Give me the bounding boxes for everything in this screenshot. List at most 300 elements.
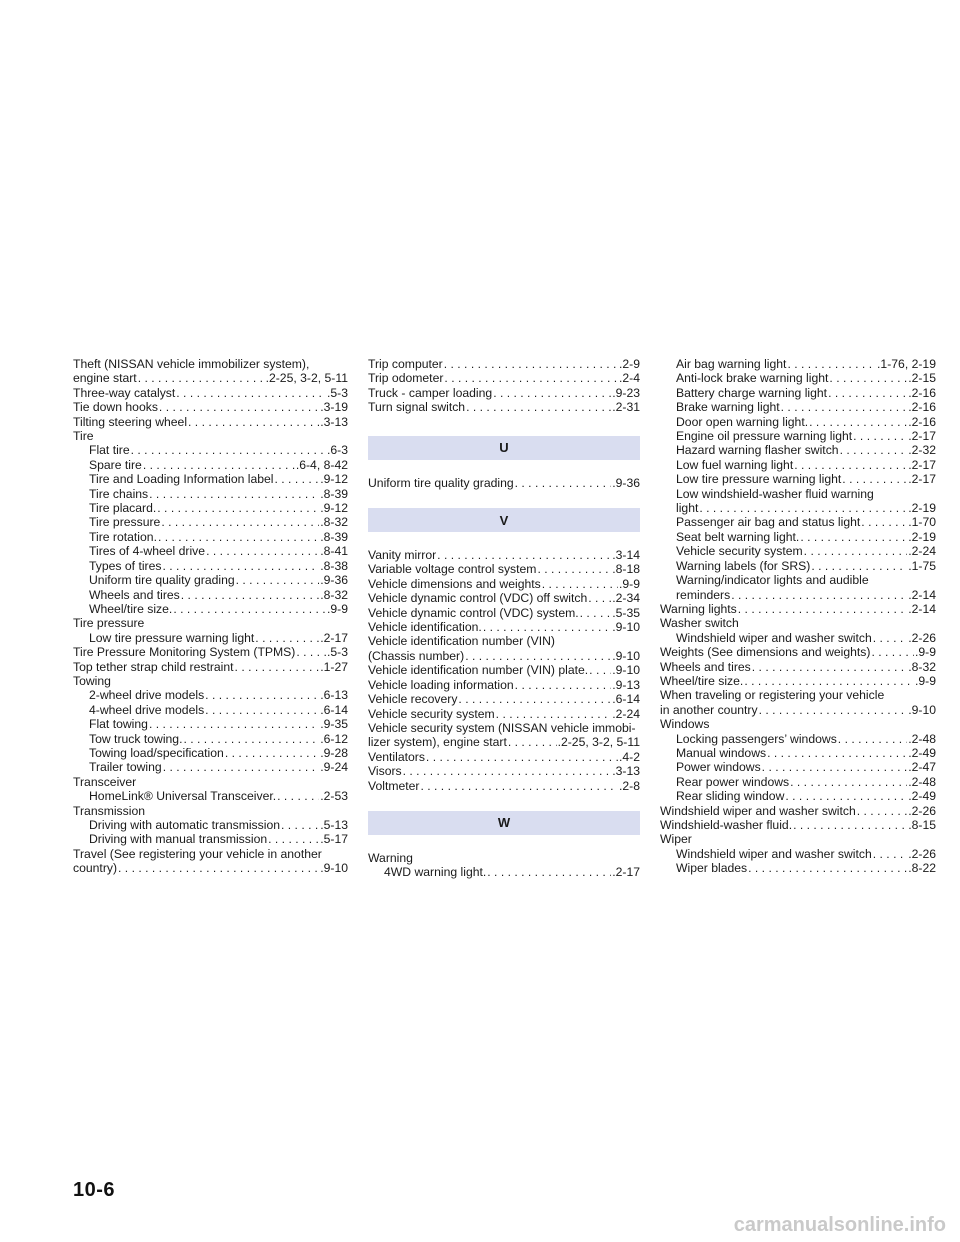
index-entry-row bbox=[89, 746, 348, 760]
index-entry-row bbox=[73, 645, 348, 659]
dot-leader bbox=[829, 371, 907, 385]
index-entry bbox=[73, 832, 348, 846]
index-entry-page: .2-48 bbox=[908, 774, 936, 789]
index-entry-row bbox=[676, 429, 936, 443]
index-entry-row bbox=[368, 750, 640, 764]
index-entry-page: .6-14 bbox=[320, 702, 348, 717]
index-entry-row bbox=[676, 400, 936, 414]
index-entry-label: 4WD warning light. bbox=[384, 865, 487, 880]
index-entry-page: .6-3 bbox=[326, 443, 348, 458]
index-entry bbox=[73, 501, 348, 515]
index-entry-label: Warning lights bbox=[660, 601, 737, 616]
index-entry-label: Vehicle recovery bbox=[368, 692, 458, 707]
index-entry-text: Low windshield-washer fluid warning bbox=[676, 486, 874, 501]
index-entry bbox=[73, 530, 348, 544]
index-entry-row bbox=[676, 530, 936, 544]
index-entry-page: .9-9 bbox=[914, 673, 936, 688]
index-entry-page: .6-13 bbox=[320, 688, 348, 703]
index-entry-label: Rear power windows bbox=[676, 774, 790, 789]
index-entry-label: Wheel/tire size. bbox=[660, 673, 744, 688]
index-entry-label: Windshield-washer fluid. bbox=[660, 818, 793, 832]
index-entry bbox=[660, 616, 936, 630]
index-entry-page: .9-35 bbox=[320, 717, 348, 732]
dot-leader bbox=[181, 588, 319, 602]
index-entry-row bbox=[89, 789, 348, 803]
index-entry-label: Tire placard. bbox=[89, 501, 157, 516]
index-entry bbox=[660, 415, 936, 429]
dot-leader bbox=[589, 663, 611, 677]
index-entry bbox=[660, 371, 936, 385]
index-entry-page: .6-14 bbox=[612, 692, 640, 707]
index-entry bbox=[660, 688, 936, 717]
index-entry bbox=[660, 760, 936, 774]
index-entry-label: Towing bbox=[73, 673, 111, 688]
dot-leader bbox=[871, 645, 914, 659]
index-entry-row bbox=[89, 443, 348, 457]
index-entry bbox=[660, 530, 936, 544]
index-entry-label: Tow truck towing. bbox=[89, 731, 183, 746]
index-entry-page: .9-10 bbox=[612, 620, 640, 635]
dot-leader bbox=[143, 458, 295, 472]
dot-leader bbox=[296, 645, 326, 659]
dot-leader bbox=[163, 760, 320, 774]
dot-leader bbox=[781, 400, 908, 414]
index-group-u bbox=[368, 476, 640, 490]
dot-leader bbox=[444, 357, 618, 371]
index-entry-label: Tire bbox=[73, 429, 94, 444]
index-entry-row bbox=[73, 429, 348, 443]
index-entry bbox=[660, 732, 936, 746]
dot-leader bbox=[275, 472, 320, 486]
index-entry-row bbox=[368, 400, 640, 414]
index-entry-label: light bbox=[676, 501, 699, 516]
index-entry-page: .2-19 bbox=[908, 529, 936, 544]
dot-leader bbox=[176, 386, 326, 400]
dot-leader bbox=[537, 562, 611, 576]
index-entry-page: .8-18 bbox=[612, 562, 640, 577]
index-entry-page: .9-10 bbox=[612, 648, 640, 663]
index-entry-label: Flat towing bbox=[89, 717, 148, 732]
index-entry-page: .9-10 bbox=[612, 663, 640, 678]
index-entry bbox=[73, 645, 348, 659]
index-entry-row bbox=[676, 732, 936, 746]
index-entry-page: .1-27 bbox=[320, 659, 348, 674]
index-entry bbox=[73, 760, 348, 774]
index-entry bbox=[660, 357, 936, 371]
index-entry-row bbox=[89, 544, 348, 558]
index-entry-label: 4-wheel drive models bbox=[89, 702, 205, 717]
dot-leader bbox=[787, 357, 876, 371]
index-entry bbox=[660, 804, 936, 818]
dot-leader bbox=[444, 371, 618, 385]
index-entry-label: Towing load/specification bbox=[89, 745, 224, 760]
index-entry-page: .8-41 bbox=[320, 544, 348, 559]
index-entry-label: Voltmeter bbox=[368, 778, 420, 793]
dot-leader bbox=[161, 515, 319, 529]
index-entry-label: Wheels and tires bbox=[89, 587, 180, 602]
index-entry-row bbox=[73, 616, 348, 630]
index-entry bbox=[660, 775, 936, 789]
index-entry bbox=[660, 544, 936, 558]
dot-leader bbox=[255, 631, 319, 645]
index-entry-row bbox=[676, 631, 936, 645]
index-entry bbox=[368, 707, 640, 721]
index-entry-row bbox=[676, 760, 936, 774]
dot-leader bbox=[873, 847, 907, 861]
index-entry-label: Seat belt warning light. bbox=[676, 529, 800, 544]
index-entry-label: Trip odometer bbox=[368, 371, 444, 386]
index-entry-text: Vehicle identification number (VIN) bbox=[368, 634, 555, 649]
index-entry-label: Vehicle security system bbox=[676, 544, 803, 559]
index-entry-page: .2-9 bbox=[618, 357, 640, 371]
index-entry-text: When traveling or registering your vehicle bbox=[660, 688, 885, 703]
index-entry bbox=[368, 865, 640, 879]
index-entry bbox=[73, 357, 348, 386]
index-entry-row bbox=[368, 649, 640, 663]
dot-leader bbox=[794, 458, 907, 472]
index-entry-label: engine start bbox=[73, 371, 137, 386]
index-entry-page: .5-3 bbox=[326, 385, 348, 400]
index-column-2 bbox=[368, 357, 640, 880]
dot-leader bbox=[458, 692, 611, 706]
index-entry-page: .2-26 bbox=[908, 803, 936, 818]
index-entry bbox=[368, 591, 640, 605]
index-entry-row bbox=[368, 591, 640, 605]
dot-leader bbox=[731, 588, 907, 602]
index-entry-label: Driving with manual transmission bbox=[89, 832, 268, 847]
index-entry-page: .2-14 bbox=[908, 601, 936, 616]
index-entry bbox=[660, 660, 936, 674]
index-entry-label: Trip computer bbox=[368, 357, 443, 371]
index-entry-row bbox=[89, 631, 348, 645]
index-entry-label: in another country bbox=[660, 702, 758, 717]
index-entry-row bbox=[368, 735, 640, 749]
index-entry-label: Tire rotation. bbox=[89, 529, 157, 544]
index-entry bbox=[660, 717, 936, 731]
index-entry-page: .9-12 bbox=[320, 472, 348, 487]
index-entry-page: .2-15 bbox=[908, 371, 936, 386]
index-entry bbox=[368, 779, 640, 793]
index-entry-row bbox=[368, 764, 640, 778]
index-entry bbox=[73, 703, 348, 717]
index-entry bbox=[368, 678, 640, 692]
index-entry-label: Transmission bbox=[73, 803, 146, 818]
index-entry bbox=[73, 588, 348, 602]
index-entry-label: Windows bbox=[660, 717, 710, 732]
index-entry bbox=[368, 721, 640, 750]
index-entry-label: reminders bbox=[676, 587, 731, 602]
index-entry-row bbox=[368, 779, 640, 793]
dot-leader bbox=[131, 443, 326, 457]
dot-leader bbox=[426, 750, 618, 764]
dot-leader bbox=[281, 818, 319, 832]
index-entry bbox=[368, 357, 640, 371]
index-entry-label: Trailer towing bbox=[89, 760, 162, 775]
index-entry-page: .5-13 bbox=[320, 818, 348, 832]
index-entry-page: .9-23 bbox=[612, 385, 640, 400]
index-entry-row bbox=[89, 703, 348, 717]
dot-leader bbox=[149, 717, 319, 731]
index-entry-label: Windshield wiper and washer switch bbox=[676, 846, 872, 861]
dot-leader bbox=[738, 602, 907, 616]
index-entry-label: Tire chains bbox=[89, 486, 149, 501]
index-entry-row bbox=[89, 832, 348, 846]
index-entry-row bbox=[73, 371, 348, 385]
index-entry-row bbox=[368, 548, 640, 562]
index-entry-page: .5-17 bbox=[320, 832, 348, 847]
index-entry-label: Turn signal switch bbox=[368, 400, 466, 415]
index-entry-page: .5-35 bbox=[612, 605, 640, 620]
index-entry-label: Low tire pressure warning light bbox=[676, 472, 842, 487]
index-entry-page: .2-16 bbox=[908, 400, 936, 415]
dot-leader bbox=[861, 515, 907, 529]
index-entry bbox=[73, 602, 348, 616]
index-entry bbox=[660, 645, 936, 659]
index-entry-row bbox=[676, 789, 936, 803]
index-entry bbox=[73, 616, 348, 630]
dot-leader bbox=[804, 544, 908, 558]
dot-leader bbox=[790, 775, 907, 789]
index-entry-page: .9-9 bbox=[914, 645, 936, 660]
index-entry bbox=[660, 631, 936, 645]
index-entry-label: Truck - camper loading bbox=[368, 385, 493, 400]
dot-leader bbox=[785, 789, 907, 803]
letter-header-u: U bbox=[368, 436, 640, 460]
index-entry bbox=[73, 400, 348, 414]
index-entry bbox=[368, 400, 640, 414]
index-entry-row bbox=[676, 847, 936, 861]
dot-leader bbox=[840, 443, 908, 457]
index-entry-label: Vehicle security system bbox=[368, 706, 495, 721]
index-entry-label: Passenger air bag and status light bbox=[676, 515, 861, 530]
index-entry-text: Warning/indicator lights and audible bbox=[676, 573, 869, 588]
index-entry-label: (Chassis number) bbox=[368, 648, 465, 663]
index-entry-label: Ventilators bbox=[368, 749, 425, 764]
index-entry bbox=[73, 443, 348, 457]
index-entry-page: .8-39 bbox=[320, 529, 348, 544]
index-entry-label: Vehicle dimensions and weights bbox=[368, 576, 541, 591]
index-entry-label: Types of tires bbox=[89, 558, 162, 573]
index-entry-row bbox=[676, 371, 936, 385]
index-entry bbox=[660, 443, 936, 457]
index-entry bbox=[73, 775, 348, 789]
index-entry-row bbox=[73, 674, 348, 688]
dot-leader bbox=[767, 746, 907, 760]
index-entry-page: .8-22 bbox=[908, 861, 936, 876]
index-entry-label: Washer switch bbox=[660, 616, 739, 631]
index-entry bbox=[660, 674, 936, 688]
index-entry-label: Wiper bbox=[660, 832, 692, 847]
index-entry-page: .2-14 bbox=[908, 587, 936, 602]
index-entry-label: Vehicle dynamic control (VDC) system. bbox=[368, 605, 579, 620]
index-entry-page: .8-32 bbox=[320, 587, 348, 602]
index-entry-row bbox=[676, 472, 936, 486]
index-entry bbox=[73, 415, 348, 429]
index-entry-row bbox=[368, 476, 640, 490]
index-entry bbox=[368, 562, 640, 576]
dot-leader bbox=[157, 501, 319, 515]
dot-leader bbox=[508, 735, 557, 749]
index-entry-row bbox=[676, 458, 936, 472]
dot-leader bbox=[437, 548, 611, 562]
index-entry-page: .1-76, 2-19 bbox=[877, 357, 936, 371]
index-entry-label: Low tire pressure warning light bbox=[89, 630, 255, 645]
dot-leader bbox=[744, 674, 914, 688]
index-entry bbox=[368, 548, 640, 562]
index-entry-row bbox=[368, 678, 640, 692]
index-entry-page: .3-14 bbox=[612, 548, 640, 563]
index-entry-label: Hazard warning flasher switch bbox=[676, 443, 839, 458]
index-entry bbox=[660, 429, 936, 443]
index-entry-row bbox=[660, 660, 936, 674]
letter-header-v: V bbox=[368, 508, 640, 532]
dot-leader bbox=[493, 386, 611, 400]
index-entry-page: .3-19 bbox=[320, 400, 348, 415]
index-entry-label: Door open warning light. bbox=[676, 414, 809, 429]
index-entry-row bbox=[89, 760, 348, 774]
dot-leader bbox=[205, 703, 319, 717]
index-entry bbox=[368, 386, 640, 400]
dot-leader bbox=[205, 688, 319, 702]
index-entry-page: .2-26 bbox=[908, 846, 936, 861]
dot-leader bbox=[759, 703, 908, 717]
index-entry-row bbox=[368, 386, 640, 400]
index-entry bbox=[73, 487, 348, 501]
dot-leader bbox=[809, 415, 907, 429]
index-entry-page: .8-38 bbox=[320, 558, 348, 573]
index-entry bbox=[368, 750, 640, 764]
index-entry-label: Tilting steering wheel bbox=[73, 414, 188, 429]
index-entry-label: Low fuel warning light bbox=[676, 457, 794, 472]
index-entry-row bbox=[368, 606, 640, 620]
dot-leader bbox=[162, 559, 319, 573]
dot-leader bbox=[465, 649, 611, 663]
index-entry-page: .9-9 bbox=[326, 601, 348, 616]
index-entry-row bbox=[89, 818, 348, 832]
index-entry bbox=[73, 631, 348, 645]
index-entry-page: .2-25, 3-2, 5-11 bbox=[265, 371, 348, 386]
letter-header-w: W bbox=[368, 811, 640, 835]
index-entry-row bbox=[89, 559, 348, 573]
index-entry-row bbox=[89, 717, 348, 731]
index-column-1 bbox=[73, 357, 348, 876]
index-entry-row bbox=[368, 692, 640, 706]
index-entry-label: Locking passengers’ windows bbox=[676, 731, 837, 746]
index-entry bbox=[660, 818, 936, 832]
index-entry-label: Brake warning light bbox=[676, 400, 780, 415]
index-entry-row bbox=[660, 717, 936, 731]
index-entry-page: .6-4, 8-42 bbox=[295, 457, 348, 472]
index-entry-row bbox=[368, 357, 640, 371]
index-entry-page: .2-25, 3-2, 5-11 bbox=[557, 735, 640, 750]
index-entry-label: Warning bbox=[368, 850, 413, 865]
index-entry-label: Windshield wiper and washer switch bbox=[660, 803, 856, 818]
index-entry-row bbox=[89, 688, 348, 702]
index-entry-label: Uniform tire quality grading bbox=[368, 475, 514, 490]
index-entry-row bbox=[368, 577, 640, 591]
index-entry-row bbox=[73, 386, 348, 400]
index-entry bbox=[73, 818, 348, 832]
index-entry bbox=[73, 573, 348, 587]
index-entry-page: .2-26 bbox=[908, 630, 936, 645]
index-entry bbox=[660, 400, 936, 414]
index-entry bbox=[73, 674, 348, 688]
index-entry-row bbox=[384, 865, 640, 879]
index-entry-label: Flat tire bbox=[89, 443, 130, 458]
dot-leader bbox=[588, 591, 611, 605]
index-entry-row bbox=[676, 415, 936, 429]
index-entry bbox=[73, 732, 348, 746]
index-entry-label: Engine oil pressure warning light bbox=[676, 429, 853, 444]
dot-leader bbox=[403, 764, 612, 778]
index-entry-page: .9-28 bbox=[320, 745, 348, 760]
index-entry-row bbox=[89, 573, 348, 587]
index-entry-label: Uniform tire quality grading bbox=[89, 573, 235, 588]
index-entry-page: .2-17 bbox=[908, 457, 936, 472]
page-number: 10-6 bbox=[73, 1179, 116, 1201]
index-group-v bbox=[368, 548, 640, 793]
dot-leader bbox=[542, 577, 618, 591]
index-entry-row bbox=[368, 663, 640, 677]
index-entry bbox=[368, 634, 640, 663]
index-entry bbox=[660, 458, 936, 472]
index-entry-label: Tire pressure bbox=[73, 616, 145, 631]
index-entry-page: .5-3 bbox=[326, 645, 348, 660]
dot-leader bbox=[277, 789, 319, 803]
dot-leader bbox=[838, 732, 907, 746]
dot-leader bbox=[800, 530, 907, 544]
index-entry bbox=[368, 851, 640, 865]
dot-leader bbox=[159, 400, 319, 414]
index-entry-page: .9-12 bbox=[320, 501, 348, 516]
index-entry bbox=[73, 386, 348, 400]
index-entry bbox=[660, 573, 936, 602]
index-entry-page: .9-10 bbox=[908, 702, 936, 717]
index-entry-label: Vehicle identification number (VIN) plate. bbox=[368, 663, 589, 678]
index-group-t-continued bbox=[368, 357, 640, 415]
index-entry-label: Warning labels (for SRS) bbox=[676, 558, 811, 573]
index-entry-page: .9-13 bbox=[612, 677, 640, 692]
dot-leader bbox=[748, 861, 907, 875]
index-entry bbox=[368, 764, 640, 778]
index-entry-page: .1-75 bbox=[908, 558, 936, 573]
index-entry-row bbox=[89, 530, 348, 544]
index-entry-row bbox=[676, 357, 936, 371]
dot-leader bbox=[149, 487, 319, 501]
index-group-w bbox=[368, 851, 640, 880]
index-entry-label: Top tether strap child restraint bbox=[73, 659, 234, 674]
index-entry bbox=[660, 487, 936, 516]
index-entry-label: Vanity mirror bbox=[368, 548, 437, 563]
index-entry-page: .2-24 bbox=[908, 544, 936, 559]
index-entry-row bbox=[89, 472, 348, 486]
index-entry-label: country) bbox=[73, 861, 118, 876]
index-entry-label: Vehicle dynamic control (VDC) off switch bbox=[368, 591, 588, 606]
index-entry-row bbox=[368, 620, 640, 634]
index-entry-row bbox=[73, 660, 348, 674]
index-entry-page: .2-49 bbox=[908, 745, 936, 760]
index-entry bbox=[368, 476, 640, 490]
index-entry-label: Windshield wiper and washer switch bbox=[676, 630, 872, 645]
index-entry-row bbox=[660, 616, 936, 630]
index-entry-row bbox=[676, 559, 936, 573]
dot-leader bbox=[487, 865, 611, 879]
index-entry-text: Travel (See registering your vehicle in another bbox=[73, 846, 322, 861]
index-entry-label: HomeLink® Universal Transceiver. bbox=[89, 789, 277, 804]
index-entry-page: .9-36 bbox=[320, 573, 348, 588]
index-entry-row bbox=[73, 400, 348, 414]
index-entry bbox=[73, 660, 348, 674]
